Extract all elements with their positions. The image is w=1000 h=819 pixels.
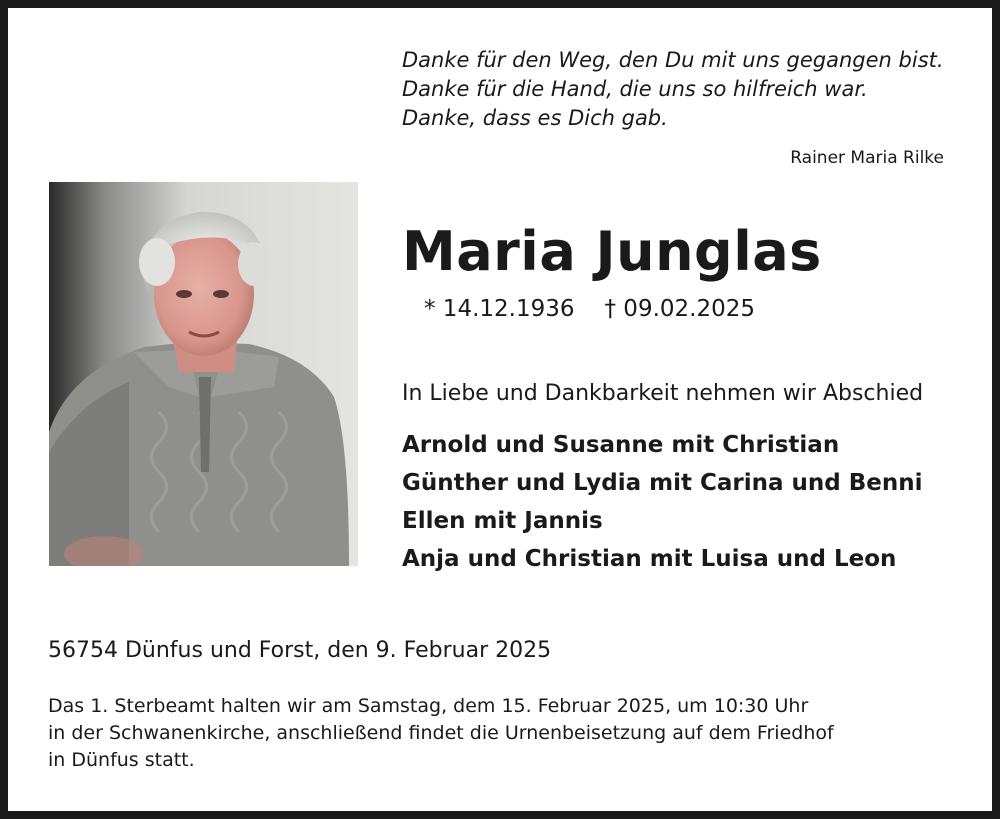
place-date: 56754 Dünfus und Forst, den 9. Februar 2025 <box>48 638 552 663</box>
family-line: Günther und Lydia mit Carina und Benni <box>402 470 923 496</box>
family-list <box>402 426 923 578</box>
notice-line: in der Schwanenkirche, anschließend findet die Urnenbeisetzung auf dem Friedhof <box>48 722 834 744</box>
life-dates <box>424 296 755 322</box>
birth-date: * 14.12.1936 <box>424 296 575 322</box>
obituary-card <box>8 8 992 811</box>
death-date: † 09.02.2025 <box>604 296 755 322</box>
family-line: Anja und Christian mit Luisa und Leon <box>402 546 897 572</box>
farewell-text: In Liebe und Dankbarkeit nehmen wir Abschied <box>402 381 924 406</box>
notice-line: in Dünfus statt. <box>48 749 195 771</box>
quote-line: Danke für die Hand, die uns so hilfreich war. <box>402 77 868 101</box>
portrait-photo <box>49 182 358 566</box>
deceased-name: Maria Junglas <box>402 220 822 283</box>
family-line: Ellen mit Jannis <box>402 508 603 534</box>
service-notice <box>48 693 968 774</box>
quote-line: Danke für den Weg, den Du mit uns gegangen bist. <box>402 48 944 72</box>
quote-line: Danke, dass es Dich gab. <box>402 106 668 130</box>
quote <box>402 46 962 133</box>
notice-line: Das 1. Sterbeamt halten wir am Samstag, dem 15. Februar 2025, um 10:30 Uhr <box>48 695 809 717</box>
quote-author: Rainer Maria Rilke <box>790 148 944 168</box>
family-line: Arnold und Susanne mit Christian <box>402 432 840 458</box>
